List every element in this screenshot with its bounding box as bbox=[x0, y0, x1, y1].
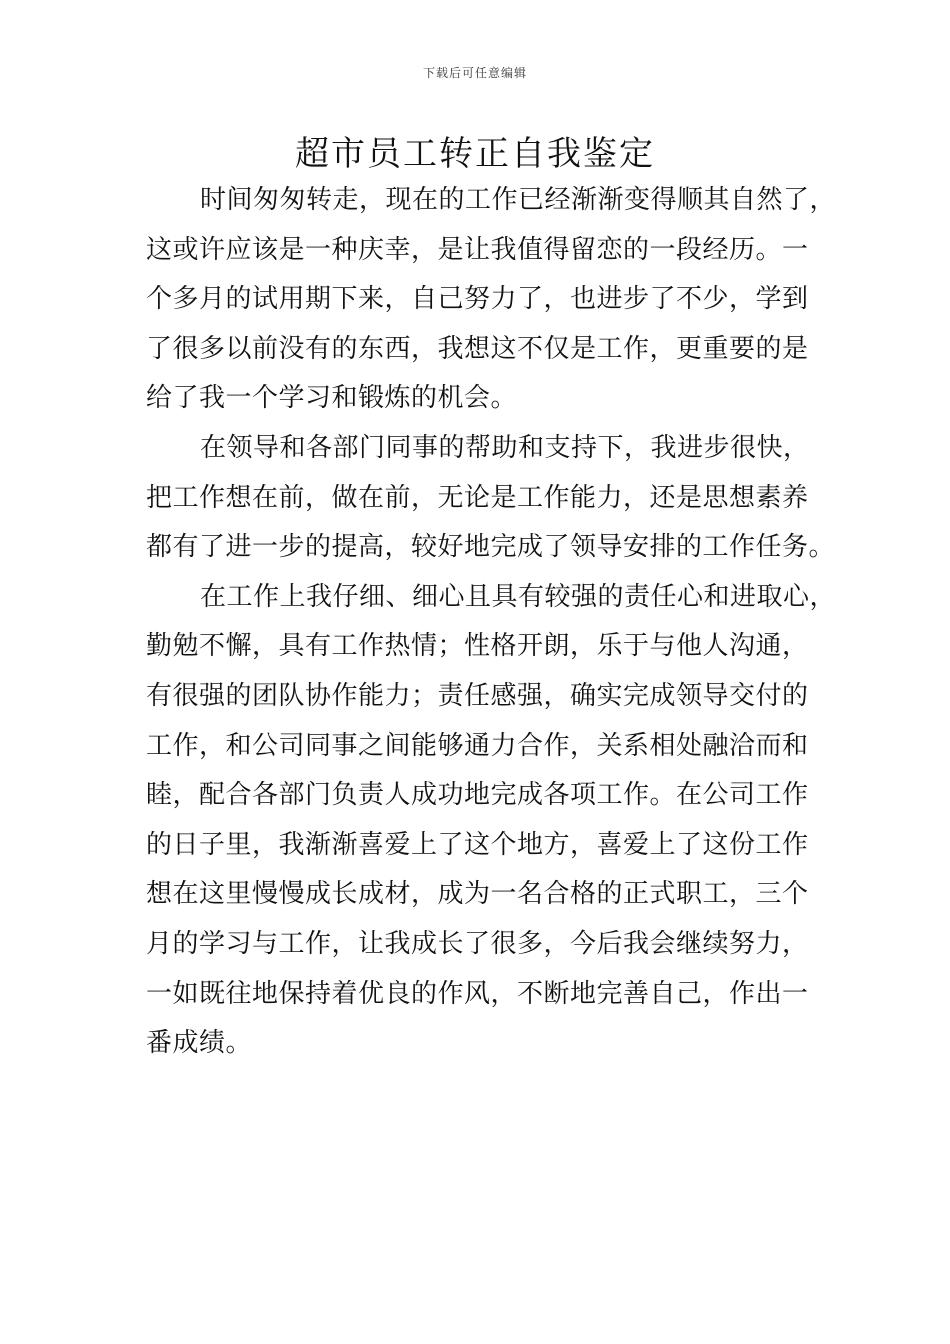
paragraph-3-line-5: 睦，配合各部门负责人成功地完成各项工作。在公司工作 bbox=[146, 780, 809, 811]
paragraph-3-line-4: 工作，和公司同事之间能够通力合作，关系相处融洽而和 bbox=[146, 730, 809, 761]
paragraph-3-line-3: 有很强的团队协作能力；责任感强，确实完成领导交付的 bbox=[146, 680, 809, 711]
document-body bbox=[146, 176, 837, 1069]
paragraph-1-line-4: 了很多以前没有的东西，我想这不仅是工作，更重要的是 bbox=[146, 333, 809, 364]
paragraph-1-line-1: 时间匆匆转走，现在的工作已经渐渐变得顺其自然了， bbox=[200, 185, 837, 215]
paragraph-1-line-2: 这或许应该是一种庆幸，是让我值得留恋的一段经历。一 bbox=[146, 234, 809, 265]
paragraph-1-line-5: 给了我一个学习和锻炼的机会。 bbox=[146, 383, 518, 414]
paragraph-3-line-6: 的日子里，我渐渐喜爱上了这个地方，喜爱上了这份工作 bbox=[146, 829, 809, 860]
paragraph-3-line-1: 在工作上我仔细、细心且具有较强的责任心和进取心， bbox=[200, 581, 837, 612]
header-note: 下载后可任意编辑 bbox=[422, 66, 527, 80]
paragraph-3-line-2: 勤勉不懈，具有工作热情；性格开朗，乐于与他人沟通， bbox=[146, 631, 809, 662]
paragraph-2-line-2: 把工作想在前，做在前，无论是工作能力，还是思想素养 bbox=[146, 482, 809, 513]
paragraph-2-line-3: 都有了进一步的提高，较好地完成了领导安排的工作任务。 bbox=[146, 532, 836, 563]
paragraph-3-line-9: 一如既往地保持着优良的作风，不断地完善自己，作出一 bbox=[146, 978, 809, 1009]
paragraph-2-line-1: 在领导和各部门同事的帮助和支持下，我进步很快， bbox=[200, 432, 810, 463]
paragraph-3-line-10: 番成绩。 bbox=[146, 1028, 253, 1059]
document-title: 超市员工转正自我鉴定 bbox=[295, 134, 655, 174]
paragraph-3-line-7: 想在这里慢慢成长成材，成为一名合格的正式职工，三个 bbox=[146, 879, 809, 910]
paragraph-1-line-3: 个多月的试用期下来，自己努力了，也进步了不少，学到 bbox=[146, 284, 809, 315]
paragraph-3-line-8: 月的学习与工作，让我成长了很多，今后我会继续努力， bbox=[146, 928, 809, 959]
